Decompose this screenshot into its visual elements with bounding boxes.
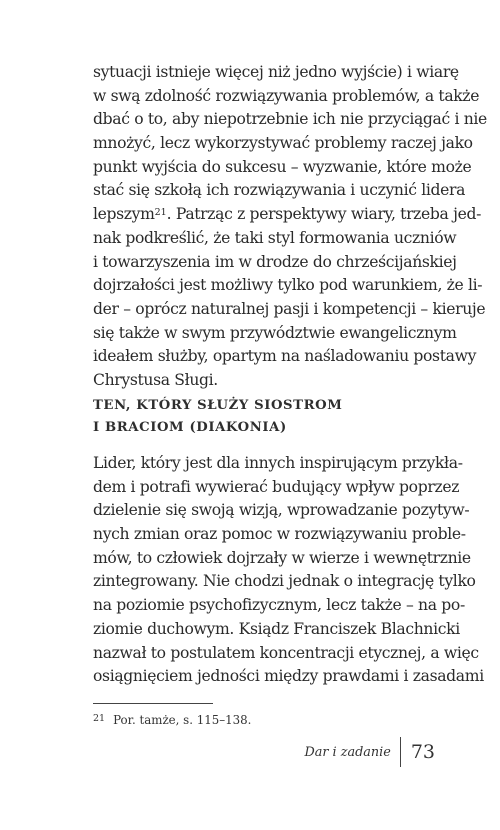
text-line: der – oprócz naturalnej pasji i kompetencji – kieruje [93,299,486,318]
text-line: mnożyć, lecz wykorzystywać problemy raczej jako [93,134,473,153]
footnote-reference[interactable]: 21 [154,207,167,219]
footnote-text: Por. tamże, s. 115–138. [113,713,252,727]
text-line-with-reference: lepszym$^{21}$. Patrząc z perspektywy wiary, trzeba jed- [93,205,482,224]
text-line: Lider, który jest dla innych inspirującym przykła- [93,454,463,472]
text-line: ziomie duchowym. Ksiądz Franciszek Blachnicki [93,619,460,638]
section-heading-line-1: TEN, KTÓRY SŁUŻY SIOSTROM [93,398,343,413]
section-heading [93,395,441,439]
text-line: sytuacji istnieje więcej niż jedno wyjście) i wiarę [93,63,459,81]
text-line: stać się szkołą ich rozwiązywania i uczynić lidera [93,181,466,200]
text-line: mów, to człowiek dojrzały w wierze i wewnętrznie [93,548,471,567]
text-line: się także w swym przywództwie ewangelicznym [93,323,457,342]
text-line: dbać o to, aby niepotrzebnie ich nie przyciągać i nie [93,110,487,129]
page-footer [304,737,435,767]
text-line: nych zmian oraz pomoc w rozwiązywaniu proble- [93,525,466,544]
footer-divider [400,737,401,767]
text-line: osiągnięciem jedności między prawdami i zasadami [93,667,484,686]
text-fragment: lepszym [93,205,155,224]
text-line: na poziomie psychofizycznym, lecz także – na po- [93,596,465,615]
footnote-divider [93,703,213,704]
section-heading-line-2: I BRACIOM (DIAKONIA) [93,420,287,435]
text-line: nazwał to postulatem koncentracji etycznej, a więc [93,643,479,662]
paragraph-1 [93,61,487,393]
text-line: w swą zdolność rozwiązywania problemów, a także [93,86,480,105]
running-title: Dar i zadanie [304,744,391,760]
paragraph-2 [93,452,484,689]
page-number: 73 [410,741,435,763]
footnote-number: 21 [93,713,106,724]
text-line: zintegrowany. Nie chodzi jednak o integrację tylko [93,572,476,591]
footnote [93,711,251,729]
text-line: Chrystusa Sługi. [93,370,218,389]
text-line: i towarzyszenia im w drodze do chrześcijańskiej [93,252,457,271]
text-line: punkt wyjścia do sukcesu – wyzwanie, które może [93,157,472,176]
text-line: dzielenie się swoją wizją, wprowadzanie pozytyw- [93,501,470,520]
text-fragment: Patrząc z perspektywy wiary, trzeba jed- [175,205,482,224]
text-line: nak podkreślić, że taki styl formowania uczniów [93,228,457,247]
text-line: dojrzałości jest możliwy tylko pod warunkiem, że li- [93,276,483,295]
text-line: ideałem służby, opartym na naśladowaniu postawy [93,347,477,366]
text-line: dem i potrafi wywierać budujący wpływ poprzez [93,477,460,496]
